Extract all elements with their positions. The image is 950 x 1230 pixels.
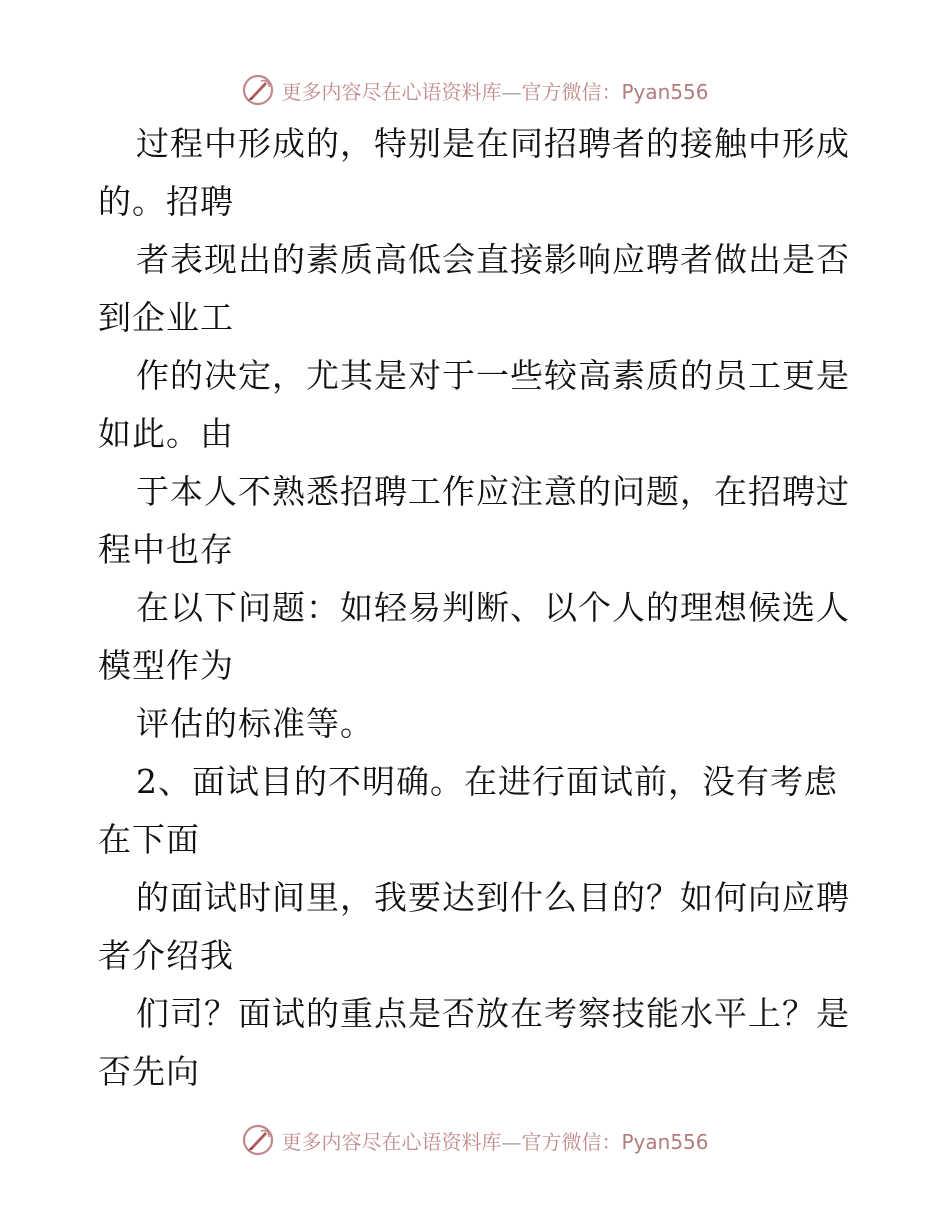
text-line: 2、面试目的不明确。在进行面试前，没有考虑 — [136, 762, 838, 801]
text-line: 在以下问题：如轻易判断、以个人的理想候选人 — [136, 588, 850, 627]
text-line: 否先向 — [98, 1052, 200, 1091]
watermark-title: 更多内容尽在心语资料库 — [281, 79, 502, 104]
watermark-title: 更多内容尽在心语资料库 — [281, 1129, 502, 1154]
text-line: 者表现出的素质高低会直接影响应聘者做出是否 — [136, 240, 850, 279]
text-line: 程中也存 — [98, 530, 234, 569]
text-line: 的。招聘 — [98, 182, 234, 221]
watermark-dash: — — [501, 79, 522, 104]
watermark-wechat-id: Pyan556 — [621, 79, 709, 104]
text-line: 模型作为 — [98, 646, 234, 685]
watermark-dash: — — [501, 1129, 522, 1154]
text-line: 过程中形成的，特别是在同招聘者的接触中形成 — [136, 124, 850, 163]
text-line: 如此。由 — [98, 414, 234, 453]
watermark-wechat-label: 官方微信： — [521, 1129, 622, 1154]
watermark-text — [281, 76, 708, 105]
header-watermark — [0, 70, 950, 110]
watermark-text — [281, 1126, 708, 1155]
quill-pen-logo-icon — [241, 73, 275, 107]
quill-pen-logo-icon — [241, 1123, 275, 1157]
text-line: 者介绍我 — [98, 936, 234, 975]
text-line: 们司？面试的重点是否放在考察技能水平上？是 — [136, 994, 850, 1033]
watermark-wechat-id: Pyan556 — [621, 1129, 709, 1154]
text-line: 评估的标准等。 — [136, 704, 374, 743]
watermark-wechat-label: 官方微信： — [521, 79, 622, 104]
document-body — [98, 122, 858, 1108]
text-line: 的面试时间里，我要达到什么目的？如何向应聘 — [136, 878, 850, 917]
text-line: 到企业工 — [98, 298, 234, 337]
text-line: 在下面 — [98, 820, 200, 859]
text-line: 于本人不熟悉招聘工作应注意的问题，在招聘过 — [136, 472, 850, 511]
footer-watermark — [0, 1120, 950, 1160]
text-line: 作的决定，尤其是对于一些较高素质的员工更是 — [136, 356, 850, 395]
